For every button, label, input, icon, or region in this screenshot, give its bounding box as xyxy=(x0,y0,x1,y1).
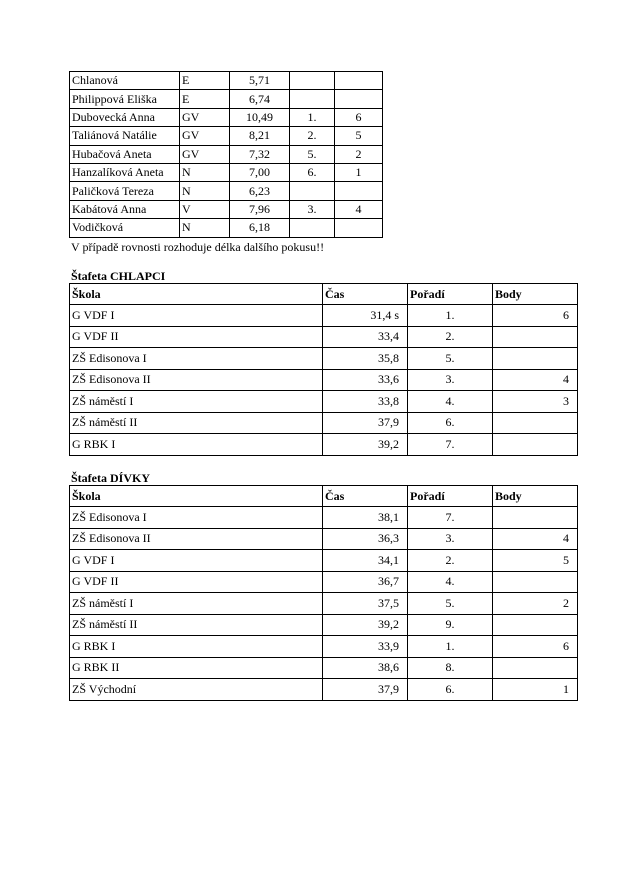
school-name: ZŠ Edisonova II xyxy=(70,528,323,550)
relay-place: 8. xyxy=(408,657,493,679)
athlete-name: Philippová Eliška xyxy=(70,90,180,108)
girls-relay-table xyxy=(69,485,578,701)
header-place: Pořadí xyxy=(408,284,493,305)
athlete-result: 7,00 xyxy=(230,163,290,181)
relay-points xyxy=(493,412,578,434)
table-row xyxy=(70,593,578,615)
school-name: G VDF II xyxy=(70,326,323,348)
athlete-category: GV xyxy=(180,108,230,126)
athlete-name: Chlanová xyxy=(70,72,180,90)
relay-points: 4 xyxy=(493,369,578,391)
table-row xyxy=(70,571,578,593)
athlete-category: N xyxy=(180,182,230,200)
table-row xyxy=(70,550,578,572)
school-name: ZŠ náměstí I xyxy=(70,391,323,413)
athlete-name: Hubačová Aneta xyxy=(70,145,180,163)
relay-points xyxy=(493,348,578,370)
header-place: Pořadí xyxy=(408,486,493,507)
athlete-points: 5 xyxy=(335,127,383,145)
boys-relay-body xyxy=(70,305,578,456)
relay-place: 2. xyxy=(408,550,493,572)
table-row xyxy=(70,326,578,348)
relay-time: 39,2 xyxy=(323,434,408,456)
girls-relay-title: Štafeta DÍVKY xyxy=(71,471,150,485)
athlete-points: 4 xyxy=(335,200,383,218)
relay-place: 1. xyxy=(408,636,493,658)
relay-place: 4. xyxy=(408,571,493,593)
relay-points xyxy=(493,614,578,636)
athlete-points: 1 xyxy=(335,163,383,181)
relay-place: 4. xyxy=(408,391,493,413)
relay-points xyxy=(493,657,578,679)
athlete-name: Dubovecká Anna xyxy=(70,108,180,126)
relay-time: 33,8 xyxy=(323,391,408,413)
header-points: Body xyxy=(493,284,578,305)
athlete-name: Hanzalíková Aneta xyxy=(70,163,180,181)
table-row xyxy=(70,163,383,181)
table-row xyxy=(70,679,578,701)
relay-place: 3. xyxy=(408,369,493,391)
school-name: G VDF II xyxy=(70,571,323,593)
relay-place: 5. xyxy=(408,348,493,370)
athlete-result: 8,21 xyxy=(230,127,290,145)
athlete-name: Kabátová Anna xyxy=(70,200,180,218)
table-row xyxy=(70,90,383,108)
boys-header-row xyxy=(70,284,578,305)
relay-time: 33,4 xyxy=(323,326,408,348)
relay-time: 31,4 s xyxy=(323,305,408,327)
relay-points: 6 xyxy=(493,305,578,327)
athlete-place: 3. xyxy=(290,200,335,218)
boys-relay-title: Štafeta CHLAPCI xyxy=(71,269,166,283)
athlete-category: GV xyxy=(180,127,230,145)
relay-place: 5. xyxy=(408,593,493,615)
athlete-result: 6,18 xyxy=(230,219,290,237)
header-school: Škola xyxy=(70,284,323,305)
school-name: G RBK I xyxy=(70,434,323,456)
athlete-place: 2. xyxy=(290,127,335,145)
school-name: G VDF I xyxy=(70,550,323,572)
school-name: G RBK II xyxy=(70,657,323,679)
athlete-place xyxy=(290,72,335,90)
athlete-points: 6 xyxy=(335,108,383,126)
athlete-place xyxy=(290,182,335,200)
relay-time: 37,9 xyxy=(323,679,408,701)
header-points: Body xyxy=(493,486,578,507)
athlete-place xyxy=(290,90,335,108)
athlete-result: 7,32 xyxy=(230,145,290,163)
school-name: ZŠ náměstí II xyxy=(70,412,323,434)
relay-points: 1 xyxy=(493,679,578,701)
relay-points xyxy=(493,571,578,593)
header-time: Čas xyxy=(323,486,408,507)
school-name: ZŠ náměstí II xyxy=(70,614,323,636)
relay-points xyxy=(493,326,578,348)
school-name: ZŠ náměstí I xyxy=(70,593,323,615)
school-name: G VDF I xyxy=(70,305,323,327)
relay-time: 37,5 xyxy=(323,593,408,615)
athlete-place xyxy=(290,219,335,237)
athlete-result: 10,49 xyxy=(230,108,290,126)
relay-place: 7. xyxy=(408,434,493,456)
athlete-result: 6,23 xyxy=(230,182,290,200)
athlete-points: 2 xyxy=(335,145,383,163)
table-row xyxy=(70,200,383,218)
relay-time: 38,1 xyxy=(323,507,408,529)
individual-results-body xyxy=(70,72,383,238)
table-row xyxy=(70,636,578,658)
relay-place: 3. xyxy=(408,528,493,550)
individual-results-table xyxy=(69,71,383,238)
relay-place: 7. xyxy=(408,507,493,529)
relay-points: 2 xyxy=(493,593,578,615)
relay-place: 9. xyxy=(408,614,493,636)
relay-time: 37,9 xyxy=(323,412,408,434)
athlete-points xyxy=(335,219,383,237)
relay-points: 6 xyxy=(493,636,578,658)
table-row xyxy=(70,507,578,529)
table-row xyxy=(70,182,383,200)
table-row xyxy=(70,412,578,434)
relay-points: 3 xyxy=(493,391,578,413)
table-row xyxy=(70,614,578,636)
athlete-category: N xyxy=(180,163,230,181)
header-school: Škola xyxy=(70,486,323,507)
athlete-category: V xyxy=(180,200,230,218)
relay-time: 36,7 xyxy=(323,571,408,593)
relay-points xyxy=(493,434,578,456)
athlete-name: Paličková Tereza xyxy=(70,182,180,200)
relay-time: 33,6 xyxy=(323,369,408,391)
relay-points xyxy=(493,507,578,529)
relay-place: 2. xyxy=(408,326,493,348)
relay-time: 34,1 xyxy=(323,550,408,572)
table-row xyxy=(70,219,383,237)
table-row xyxy=(70,72,383,90)
table-row xyxy=(70,369,578,391)
table-row xyxy=(70,528,578,550)
table-row xyxy=(70,127,383,145)
school-name: ZŠ Edisonova I xyxy=(70,507,323,529)
athlete-category: N xyxy=(180,219,230,237)
school-name: ZŠ Edisonova II xyxy=(70,369,323,391)
athlete-place: 5. xyxy=(290,145,335,163)
relay-time: 39,2 xyxy=(323,614,408,636)
boys-relay-table xyxy=(69,283,578,456)
table-row xyxy=(70,391,578,413)
athlete-place: 6. xyxy=(290,163,335,181)
tie-rule-note: V případě rovnosti rozhoduje délka dalšího pokusu!! xyxy=(71,240,325,254)
relay-place: 6. xyxy=(408,412,493,434)
athlete-name: Vodičková xyxy=(70,219,180,237)
athlete-points xyxy=(335,182,383,200)
relay-place: 6. xyxy=(408,679,493,701)
table-row xyxy=(70,305,578,327)
school-name: ZŠ Edisonova I xyxy=(70,348,323,370)
relay-time: 35,8 xyxy=(323,348,408,370)
table-row xyxy=(70,145,383,163)
relay-time: 38,6 xyxy=(323,657,408,679)
relay-place: 1. xyxy=(408,305,493,327)
athlete-name: Taliánová Natálie xyxy=(70,127,180,145)
relay-time: 33,9 xyxy=(323,636,408,658)
school-name: G RBK I xyxy=(70,636,323,658)
athlete-points xyxy=(335,90,383,108)
girls-relay-body xyxy=(70,507,578,701)
athlete-result: 6,74 xyxy=(230,90,290,108)
relay-time: 36,3 xyxy=(323,528,408,550)
athlete-category: GV xyxy=(180,145,230,163)
table-row xyxy=(70,108,383,126)
table-row xyxy=(70,348,578,370)
relay-points: 5 xyxy=(493,550,578,572)
header-time: Čas xyxy=(323,284,408,305)
athlete-result: 7,96 xyxy=(230,200,290,218)
girls-header-row xyxy=(70,486,578,507)
table-row xyxy=(70,434,578,456)
school-name: ZŠ Východní xyxy=(70,679,323,701)
athlete-result: 5,71 xyxy=(230,72,290,90)
table-row xyxy=(70,657,578,679)
athlete-place: 1. xyxy=(290,108,335,126)
athlete-category: E xyxy=(180,72,230,90)
athlete-category: E xyxy=(180,90,230,108)
relay-points: 4 xyxy=(493,528,578,550)
athlete-points xyxy=(335,72,383,90)
